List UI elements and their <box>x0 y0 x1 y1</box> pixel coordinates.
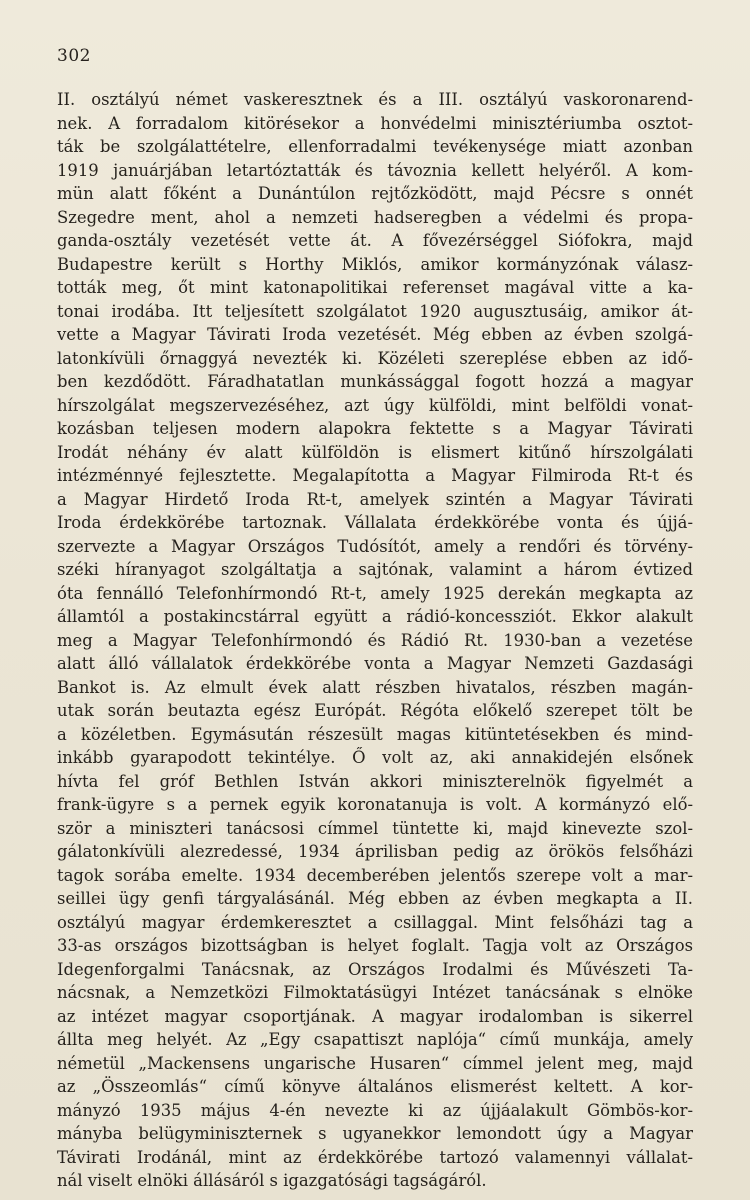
text-line: tagok sorába emelte. 1934 decemberében jelentős szerepe volt a mar- <box>57 865 693 885</box>
text-line: mányzó 1935 május 4-én nevezte ki az újjáalakult Gömbös-kor- <box>57 1100 693 1120</box>
text-line: II. osztályú német vaskeresztnek és a III. osztályú vaskoronarend- <box>57 90 693 109</box>
text-line: mün alatt főként a Dunántúlon rejtőzködött, majd Pécsre s onnét <box>57 184 693 203</box>
text-line: széki híranyagot szolgáltatja a sajtónak, valamint a három évtized <box>57 560 693 579</box>
text-line: szervezte a Magyar Országos Tudósítót, amely a rendőri és törvény- <box>57 536 693 556</box>
text-line: óta fennálló Telefonhírmondó Rt-t, amely 1925 derekán megkapta az <box>57 583 693 603</box>
text-line: a Magyar Hirdető Iroda Rt-t, amelyek szintén a Magyar Távirati <box>57 489 693 509</box>
text-line: németül „Mackensens ungarische Husaren“ címmel jelent meg, majd <box>57 1053 693 1073</box>
text-line: az „Összeomlás“ című könyve általános elismerést keltett. A kor- <box>57 1077 693 1096</box>
text-line: nácsnak, a Nemzetközi Filmoktatásügyi Intézet tanácsának s elnöke <box>57 983 693 1002</box>
text-line: hírszolgálat megszervezéséhez, azt úgy külföldi, mint belföldi vonat- <box>57 395 693 415</box>
text-line: tották meg, őt mint katonapolitikai referenset magával vitte a ka- <box>57 278 693 297</box>
text-line: nek. A forradalom kitörésekor a honvédelmi minisztériumba osztot- <box>57 113 693 133</box>
text-line: meg a Magyar Telefonhírmondó és Rádió Rt. 1930-ban a vezetése <box>57 630 693 650</box>
text-line: ben kezdődött. Fáradhatatlan munkássággal fogott hozzá a magyar <box>57 372 693 391</box>
text-line: ták be szolgálattételre, ellenforradalmi tevékenysége miatt azonban <box>57 137 693 156</box>
text-line: kozásban teljesen modern alapokra fektette s a Magyar Távirati <box>57 419 693 438</box>
text-line: tonai irodába. Itt teljesített szolgálatot 1920 augusztusáig, amikor át- <box>57 301 693 321</box>
text-line: gálatonkívüli alezredessé, 1934 áprilisban pedig az örökös felsőházi <box>57 842 693 861</box>
text-line: Bankot is. Az elmult évek alatt részben hivatalos, részben magán- <box>57 677 693 697</box>
text-line: osztályú magyar érdemkeresztet a csillaggal. Mint felsőházi tag a <box>57 912 693 932</box>
text-line: alatt álló vállalatok érdekkörébe vonta a Magyar Nemzeti Gazdasági <box>57 654 693 673</box>
text-line: hívta fel gróf Bethlen István akkori miniszterelnök figyelmét a <box>57 771 693 791</box>
text-line: ganda-osztály vezetését vette át. A fővezérséggel Siófokra, majd <box>57 231 693 250</box>
text-line: a közéletben. Egymásután részesült magas kitüntetésekben és mind- <box>57 724 693 744</box>
text-line: utak során beutazta egész Európát. Régóta előkelő szerepet tölt be <box>57 701 693 720</box>
text-line: Budapestre került s Horthy Miklós, amikor kormányzónak válasz- <box>57 254 693 274</box>
text-line: inkább gyarapodott tekintélye. Ő volt az, aki annakidején elsőnek <box>57 748 693 767</box>
text-line: állta meg helyét. Az „Egy csapattiszt naplója“ című munkája, amely <box>57 1030 693 1049</box>
page-number: 302 <box>57 46 91 66</box>
text-line: nál viselt elnöki állásáról s igazgatósági tagságáról. <box>57 1171 487 1190</box>
text-line: 1919 januárjában letartóztatták és távoznia kellett helyéről. A kom- <box>57 160 693 180</box>
text-line: Irodát néhány év alatt külföldön is elismert kitűnő hírszolgálati <box>57 442 693 462</box>
text-line: mányba belügyminiszternek s ugyanekkor lemondott úgy a Magyar <box>57 1124 693 1143</box>
text-line: frank-ügyre s a pernek egyik koronatanuja is volt. A kormányzó elő- <box>57 795 693 814</box>
text-line: latonkívüli őrnaggyá nevezték ki. Közéleti szereplése ebben az idő- <box>57 348 693 368</box>
text-line: Szegedre ment, ahol a nemzeti hadseregben a védelmi és propa- <box>57 207 693 227</box>
text-line: államtól a postakincstárral együtt a rádió-koncessziót. Ekkor alakult <box>57 607 693 626</box>
text-line: Idegenforgalmi Tanácsnak, az Országos Irodalmi és Művészeti Ta- <box>57 959 693 979</box>
text-line: Távirati Irodánál, mint az érdekkörébe tartozó valamennyi vállalat- <box>57 1147 693 1167</box>
text-line: intézménnyé fejlesztette. Megalapította a Magyar Filmiroda Rt-t és <box>57 466 693 485</box>
text-line: az intézet magyar csoportjának. A magyar irodalomban is sikerrel <box>57 1006 693 1026</box>
text-line: ször a miniszteri tanácsosi címmel tüntette ki, majd kinevezte szol- <box>57 818 693 838</box>
text-line: vette a Magyar Távirati Iroda vezetését. Még ebben az évben szolgá- <box>57 325 693 344</box>
text-line: Iroda érdekkörébe tartoznak. Vállalata érdekkörébe vonta és újjá- <box>57 513 693 532</box>
text-line: seillei ügy genfi tárgyalásánál. Még ebben az évben megkapta a II. <box>57 889 693 908</box>
text-line: 33-as országos bizottságban is helyet foglalt. Tagja volt az Országos <box>57 936 693 955</box>
body-text <box>57 88 693 1193</box>
